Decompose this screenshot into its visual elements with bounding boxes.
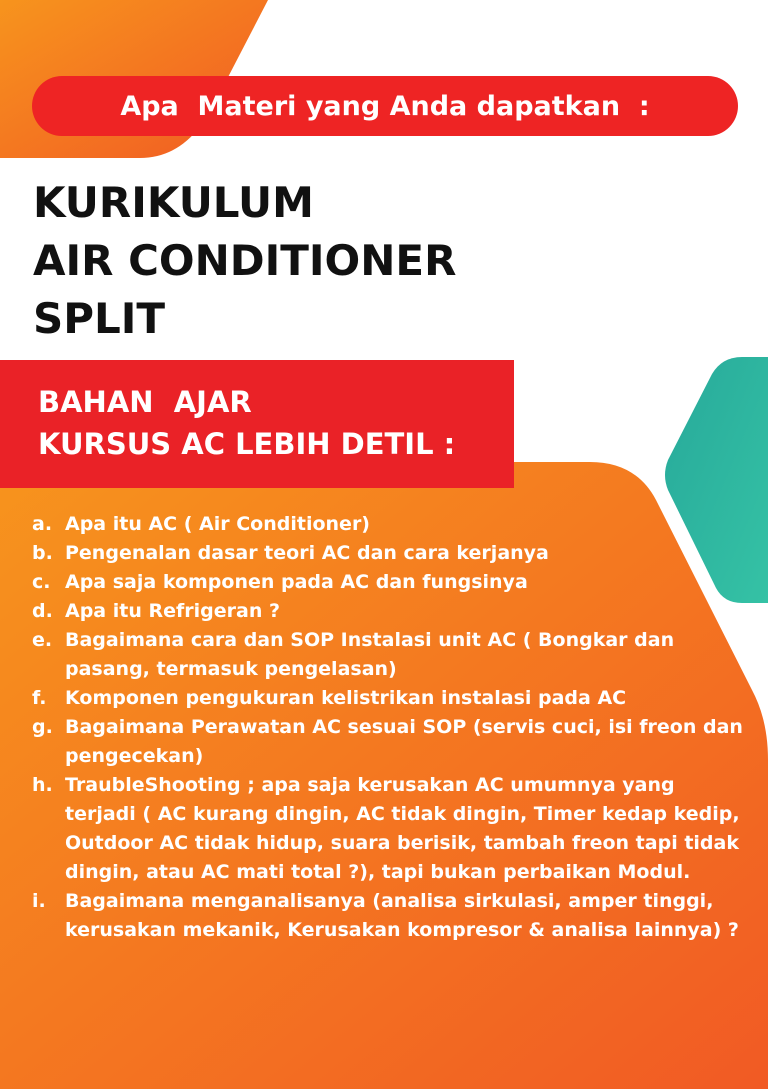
list-item-text: Bagaimana cara dan SOP Instalasi unit AC ( Bongkar dan pasang, termasuk pengelasan) xyxy=(65,629,675,680)
list-item xyxy=(32,684,748,713)
list-item xyxy=(32,713,748,771)
header-pill: Apa Materi yang Anda dapatkan : xyxy=(32,76,738,136)
list-item-text: TraubleShooting ; apa saja kerusakan AC umumnya yang terjadi ( AC kurang dingin, AC tidak dingin, Timer kedap kedip, Outdoor AC tidak hidup, suara berisik, tambah freon tapi tidak dingin, atau AC mati total ?), tapi bukan perbaikan Modul. xyxy=(65,774,740,883)
section-heading-line: BAHAN AJAR xyxy=(38,385,252,419)
curriculum-list xyxy=(32,510,748,945)
title-line: SPLIT xyxy=(33,294,166,343)
list-item-text: Bagaimana menganalisanya (analisa sirkulasi, amper tinggi, kerusakan mekanik, Kerusakan kompresor & analisa lainnya) ? xyxy=(65,890,739,941)
title-line: KURIKULUM xyxy=(33,178,314,227)
list-item xyxy=(32,510,748,539)
list-marker: a. xyxy=(32,513,53,535)
list-item xyxy=(32,771,748,887)
list-item-text: Bagaimana Perawatan AC sesuai SOP (servis cuci, isi freon dan pengecekan) xyxy=(65,716,743,767)
section-heading-line: KURSUS AC LEBIH DETIL : xyxy=(38,427,456,461)
list-item xyxy=(32,539,748,568)
list-marker: h. xyxy=(32,774,53,796)
list-item xyxy=(32,626,748,684)
title-line: AIR CONDITIONER xyxy=(33,236,457,285)
list-marker: g. xyxy=(32,716,53,738)
section-heading xyxy=(38,381,455,465)
list-marker: c. xyxy=(32,571,51,593)
list-item-text: Komponen pengukuran kelistrikan instalasi pada AC xyxy=(65,687,627,709)
list-marker: e. xyxy=(32,629,53,651)
list-item-text: Apa itu Refrigeran ? xyxy=(65,600,280,622)
list-item xyxy=(32,568,748,597)
list-item xyxy=(32,887,748,945)
list-item-text: Apa saja komponen pada AC dan fungsinya xyxy=(65,571,528,593)
list-marker: b. xyxy=(32,542,53,564)
page-title xyxy=(33,174,456,348)
list-item xyxy=(32,597,748,626)
list-item-text: Apa itu AC ( Air Conditioner) xyxy=(65,513,370,535)
list-marker: f. xyxy=(32,687,47,709)
list-item-text: Pengenalan dasar teori AC dan cara kerjanya xyxy=(65,542,549,564)
list-marker: d. xyxy=(32,600,53,622)
list-marker: i. xyxy=(32,890,46,912)
